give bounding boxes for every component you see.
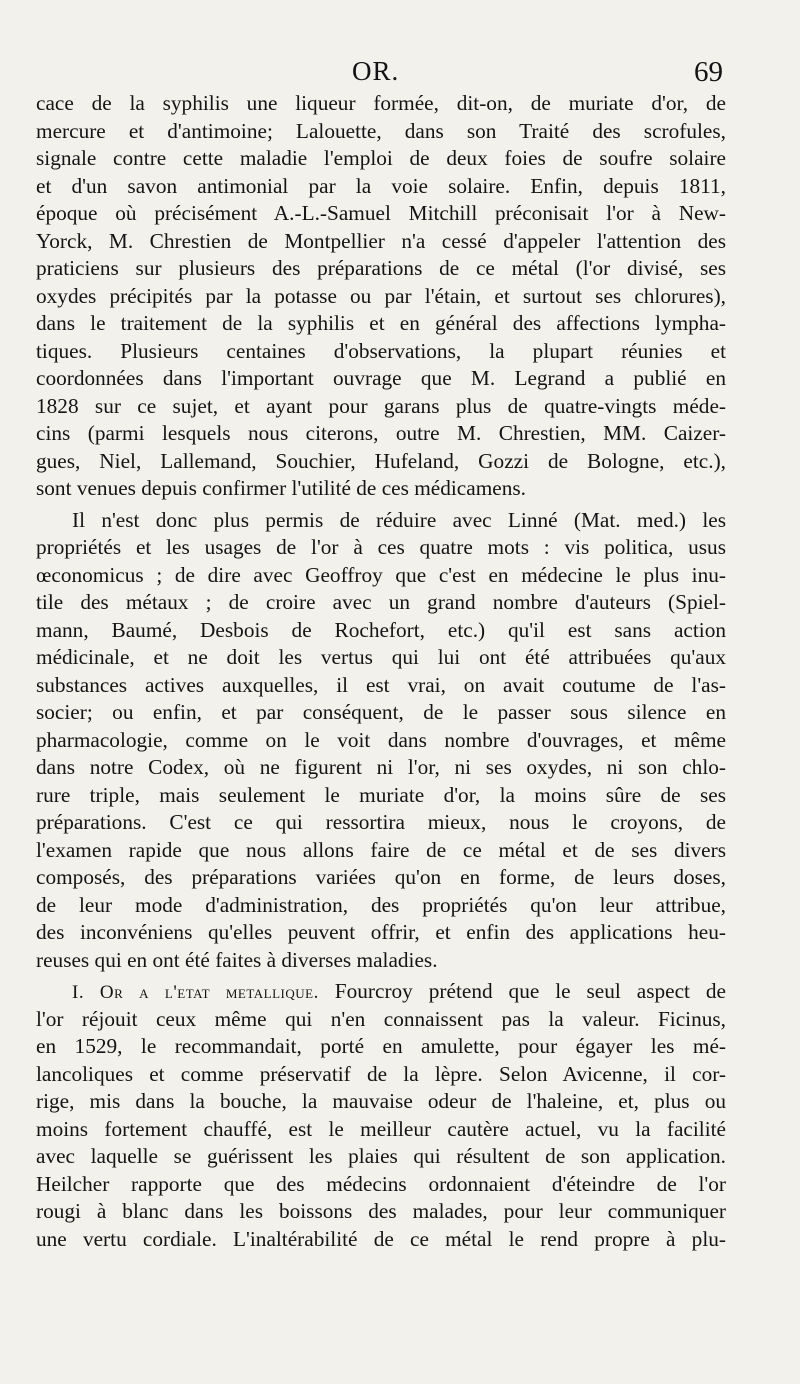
text-line: mann, Baumé, Desbois de Rochefort, etc.) qu'il est sans action: [36, 617, 726, 642]
paragraph: [36, 507, 726, 975]
text-line: oxydes précipités par la potasse ou par l'étain, et surtout ses chlorures),: [36, 283, 726, 308]
text-line: tile des métaux ; de croire avec un grand nombre d'auteurs (Spiel-: [36, 590, 726, 614]
text-line: cace de la syphilis une liqueur formée, dit-on, de muriate d'or, de: [36, 91, 726, 115]
text-line: et d'un savon antimonial par la voie solaire. Enfin, depuis 1811,: [36, 173, 726, 198]
text-line: sont venues depuis confirmer l'utilité de ces médicamens.: [36, 476, 526, 500]
text-line: médicinale, et ne doit les vertus qui lui ont été attribuées qu'aux: [36, 645, 726, 669]
running-head: OR.: [352, 56, 400, 86]
text-line: en 1529, le recommandait, porté en amulette, pour égayer les mé-: [36, 1034, 726, 1058]
text-line: tiques. Plusieurs centaines d'observations, la plupart réunies et: [36, 338, 726, 363]
text-line: l'examen rapide que nous allons faire de ce métal et de ses divers: [36, 837, 726, 862]
text-line: de leur mode d'administration, des propriétés qu'on leur attribue,: [36, 892, 726, 917]
text-line: une vertu cordiale. L'inaltérabilité de ce métal le rend propre à plu-: [36, 1226, 726, 1251]
text-line: avec laquelle se guérissent les plaies qui résultent de son application.: [36, 1144, 726, 1168]
text-line: composés, des préparations variées qu'on en forme, de leurs doses,: [36, 865, 726, 889]
text-line: rougi à blanc dans les boissons des malades, pour leur communiquer: [36, 1199, 726, 1223]
text-line: [36, 978, 726, 1006]
text-line: Yorck, M. Chrestien de Montpellier n'a cessé d'appeler l'attention des: [36, 228, 726, 253]
paragraph: [36, 978, 726, 1253]
paragraph: [36, 90, 726, 503]
text-line: 1828 sur ce sujet, et ayant pour garans plus de quatre-vingts méde-: [36, 393, 726, 418]
text-line: des inconvéniens qu'elles peuvent offrir, et enfin des applications heu-: [36, 920, 726, 944]
page-number: 69: [694, 56, 723, 88]
text-line: cins (parmi lesquels nous citerons, outre M. Chrestien, MM. Caizer-: [36, 421, 726, 445]
text-line: propriétés et les usages de l'or à ces quatre mots : vis politica, usus: [36, 535, 726, 559]
body-text: [36, 90, 726, 1253]
text-line: rure triple, mais seulement le muriate d'or, la moins sûre de ses: [36, 782, 726, 807]
text-line: mercure et d'antimoine; Lalouette, dans son Traité des scrofules,: [36, 118, 726, 143]
text-line: praticiens sur plusieurs des préparations de ce métal (l'or divisé, ses: [36, 256, 726, 280]
text-line: coordonnées dans l'important ouvrage que M. Legrand a publié en: [36, 366, 726, 390]
text-line: gues, Niel, Lallemand, Souchier, Hufeland, Gozzi de Bologne, etc.),: [36, 448, 726, 473]
text-line: l'or réjouit ceux même qui n'en connaissent pas la valeur. Ficinus,: [36, 1006, 726, 1031]
text-line: substances actives auxquelles, il est vrai, on avait coutume de l'as-: [36, 672, 726, 697]
text-line: Heilcher rapporte que des médecins ordonnaient d'éteindre de l'or: [36, 1171, 726, 1196]
text-line: époque où précisément A.-L.-Samuel Mitchill préconisait l'or à New-: [36, 201, 726, 225]
section-heading: I. Or a l'etat metallique.: [72, 982, 319, 1003]
text-line: socier; ou enfin, et par conséquent, de le passer sous silence en: [36, 700, 726, 724]
text-line: Il n'est donc plus permis de réduire avec Linné (Mat. med.) les: [72, 507, 726, 532]
text-line: moins fortement chauffé, est le meilleur cautère actuel, vu la facilité: [36, 1116, 726, 1141]
text-line: pharmacologie, comme on le voit dans nombre d'ouvrages, et même: [36, 727, 726, 752]
page-header: [0, 56, 800, 92]
text-line: dans le traitement de la syphilis et en général des affections lympha-: [36, 311, 726, 335]
text-line: reuses qui en ont été faites à diverses maladies.: [36, 947, 438, 972]
text-line: dans notre Codex, où ne figurent ni l'or, ni ses oxydes, ni son chlo-: [36, 755, 726, 779]
text-line: préparations. C'est ce qui ressortira mieux, nous le croyons, de: [36, 810, 726, 834]
text-run: Fourcroy prétend que le seul aspect de: [318, 979, 726, 1003]
text-line: œconomicus ; de dire avec Geoffroy que c'est en médecine le plus inu-: [36, 562, 726, 587]
text-line: lancoliques et comme préservatif de la lèpre. Selon Avicenne, il cor-: [36, 1061, 726, 1086]
text-line: rige, mis dans la bouche, la mauvaise odeur de l'haleine, et, plus ou: [36, 1089, 726, 1113]
text-line: signale contre cette maladie l'emploi de deux foies de soufre solaire: [36, 146, 726, 170]
